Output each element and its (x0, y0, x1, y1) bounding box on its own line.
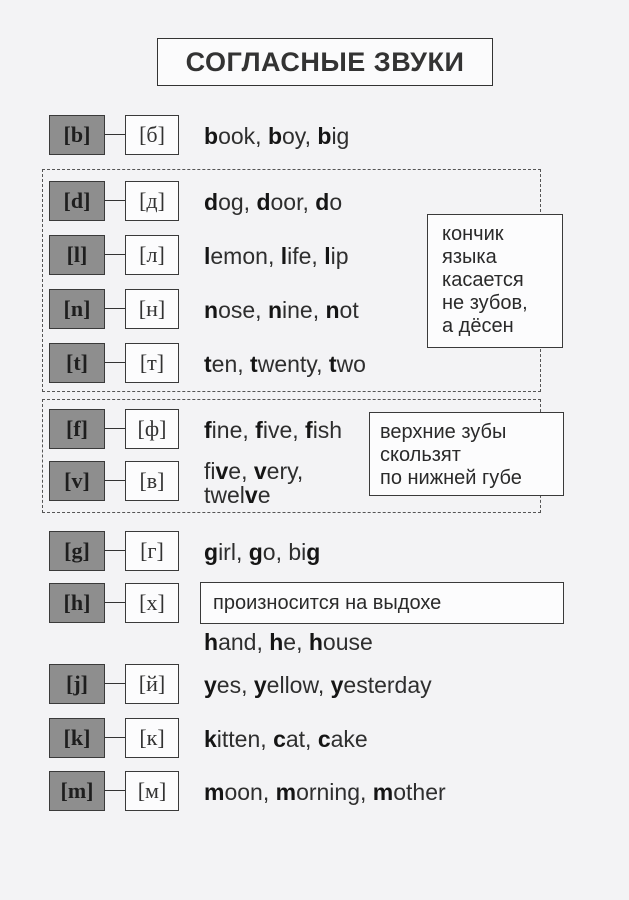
separator: , (237, 351, 251, 377)
russian-sound: [м] (125, 771, 179, 811)
separator: , (243, 189, 257, 215)
example-words (204, 298, 359, 322)
separator: , (296, 629, 309, 655)
separator: , (255, 297, 268, 323)
highlighted-letter: m (372, 779, 394, 805)
highlighted-letter: t (250, 351, 258, 377)
connector-line (105, 790, 125, 791)
word-part: oon (224, 779, 263, 805)
english-sound: [g] (49, 531, 105, 571)
word-part: itten (216, 726, 261, 752)
word-part: ive (262, 417, 293, 443)
separator: , (235, 539, 249, 565)
example-words (204, 727, 368, 751)
word-part: ose (218, 297, 256, 323)
separator: , (302, 189, 316, 215)
highlighted-letter: f (204, 417, 212, 443)
english-sound: [t] (49, 343, 105, 383)
highlighted-letter: k (204, 726, 217, 752)
word-part: other (393, 779, 446, 805)
highlighted-letter: d (256, 189, 271, 215)
word-part: ip (330, 243, 349, 269)
word-part: ish (312, 417, 343, 443)
highlighted-letter: y (204, 672, 217, 698)
word-part: e (283, 629, 297, 655)
russian-sound: [л] (125, 235, 179, 275)
highlighted-letter: b (317, 123, 332, 149)
highlighted-letter: l (324, 243, 331, 269)
separator: , (304, 123, 318, 149)
word-part: twel (204, 482, 245, 508)
word-part: e, (228, 458, 254, 484)
note-exhale (200, 582, 564, 624)
example-words (204, 673, 432, 697)
note-teeth (369, 412, 564, 496)
highlighted-letter: y (253, 672, 267, 698)
example-words (204, 124, 349, 148)
highlighted-letter: b (267, 123, 282, 149)
english-sound: [k] (49, 718, 105, 758)
word-part: wo (336, 351, 366, 377)
highlighted-letter: d (204, 189, 219, 215)
note-line: скользят (380, 444, 461, 466)
connector-line (105, 602, 125, 603)
russian-sound: [й] (125, 664, 179, 704)
word-part: ake (330, 726, 368, 752)
connector-line (105, 428, 125, 429)
highlighted-letter: v (244, 482, 258, 508)
word-part: ife (287, 243, 312, 269)
word-part: orning (296, 779, 360, 805)
russian-sound: [д] (125, 181, 179, 221)
word-part: o (329, 189, 343, 215)
word-part: emon (210, 243, 268, 269)
connector-line (105, 683, 125, 684)
word-part: ig (331, 123, 350, 149)
word-part: ine (211, 417, 243, 443)
note-line: по нижней губе (380, 467, 522, 489)
separator: , (241, 672, 254, 698)
word-part: ot (339, 297, 359, 323)
separator: , (316, 351, 329, 377)
note-tongue (427, 214, 563, 348)
note-line: языка (442, 246, 497, 268)
note-line: касается (442, 269, 524, 291)
word-part: en (211, 351, 238, 377)
english-sound: [l] (49, 235, 105, 275)
highlighted-letter: d (315, 189, 330, 215)
russian-sound: [к] (125, 718, 179, 758)
highlighted-letter: t (328, 351, 337, 377)
word-part: and (218, 629, 257, 655)
highlighted-letter: f (255, 417, 263, 443)
note-line: не зубов, (442, 292, 528, 314)
highlighted-letter: c (317, 726, 331, 752)
example-words (204, 780, 446, 804)
highlighted-letter: g (204, 539, 219, 565)
connector-line (105, 737, 125, 738)
word-part: ook (218, 123, 256, 149)
word-part: ery, (266, 458, 304, 484)
page-title: СОГЛАСНЫЕ ЗВУКИ (157, 38, 493, 86)
russian-sound: [г] (125, 531, 179, 571)
word-part: oor (270, 189, 303, 215)
example-words (204, 244, 348, 268)
highlighted-letter: y (330, 672, 344, 698)
note-line: кончик (442, 223, 504, 245)
english-sound: [h] (49, 583, 105, 623)
word-part: ellow (266, 672, 318, 698)
russian-sound: [б] (125, 115, 179, 155)
example-words (204, 630, 373, 654)
highlighted-letter: l (204, 243, 211, 269)
highlighted-letter: g (248, 539, 263, 565)
separator: , (255, 123, 268, 149)
example-words (204, 352, 366, 376)
english-sound: [d] (49, 181, 105, 221)
highlighted-letter: m (275, 779, 297, 805)
word-part: esterday (343, 672, 432, 698)
word-part: fi (204, 458, 216, 484)
connector-line (105, 200, 125, 201)
separator: , (242, 417, 256, 443)
russian-sound: [ф] (125, 409, 179, 449)
english-sound: [n] (49, 289, 105, 329)
word-part: es (216, 672, 242, 698)
separator: , (292, 417, 306, 443)
highlighted-letter: c (273, 726, 286, 752)
russian-sound: [х] (125, 583, 179, 623)
note-exhale-text: произносится на выдохе (213, 591, 442, 614)
separator: , (312, 297, 326, 323)
highlighted-letter: t (204, 351, 212, 377)
word-part: wenty (257, 351, 317, 377)
note-line: верхние зубы (380, 421, 507, 443)
separator: , (360, 779, 373, 805)
separator: , (317, 672, 331, 698)
russian-sound: [в] (125, 461, 179, 501)
highlighted-letter: l (280, 243, 288, 269)
word-part: og (218, 189, 244, 215)
separator: , (267, 243, 281, 269)
example-words (204, 190, 342, 214)
highlighted-letter: v (215, 458, 229, 484)
separator: , (311, 243, 325, 269)
russian-sound: [н] (125, 289, 179, 329)
highlighted-letter: n (204, 297, 219, 323)
separator: , (256, 629, 270, 655)
word-part: ouse (322, 629, 373, 655)
connector-line (105, 308, 125, 309)
highlighted-letter: n (325, 297, 340, 323)
word-part: ine (282, 297, 313, 323)
example-words (204, 418, 342, 442)
english-sound: [f] (49, 409, 105, 449)
highlighted-letter: h (308, 629, 323, 655)
word-line (204, 483, 303, 507)
example-words (204, 540, 320, 564)
english-sound: [j] (49, 664, 105, 704)
highlighted-letter: h (204, 629, 219, 655)
highlighted-letter: h (269, 629, 284, 655)
word-line (204, 459, 303, 483)
connector-line (105, 362, 125, 363)
word-part: at (285, 726, 306, 752)
highlighted-letter: b (204, 123, 219, 149)
english-sound: [m] (49, 771, 105, 811)
english-sound: [b] (49, 115, 105, 155)
separator: , (262, 779, 276, 805)
separator: , (305, 726, 318, 752)
word-part: e (257, 482, 271, 508)
word-part: o (262, 539, 276, 565)
word-part: bi (288, 539, 307, 565)
connector-line (105, 254, 125, 255)
connector-line (105, 134, 125, 135)
word-part: oy (282, 123, 305, 149)
russian-sound: [т] (125, 343, 179, 383)
english-sound: [v] (49, 461, 105, 501)
word-part: irl (218, 539, 236, 565)
example-words (204, 459, 303, 507)
highlighted-letter: f (305, 417, 313, 443)
highlighted-letter: v (253, 458, 267, 484)
highlighted-letter: n (267, 297, 282, 323)
highlighted-letter: g (306, 539, 321, 565)
note-line: а дёсен (442, 315, 514, 337)
connector-line (105, 550, 125, 551)
highlighted-letter: m (204, 779, 225, 805)
connector-line (105, 480, 125, 481)
separator: , (260, 726, 274, 752)
separator: , (275, 539, 289, 565)
